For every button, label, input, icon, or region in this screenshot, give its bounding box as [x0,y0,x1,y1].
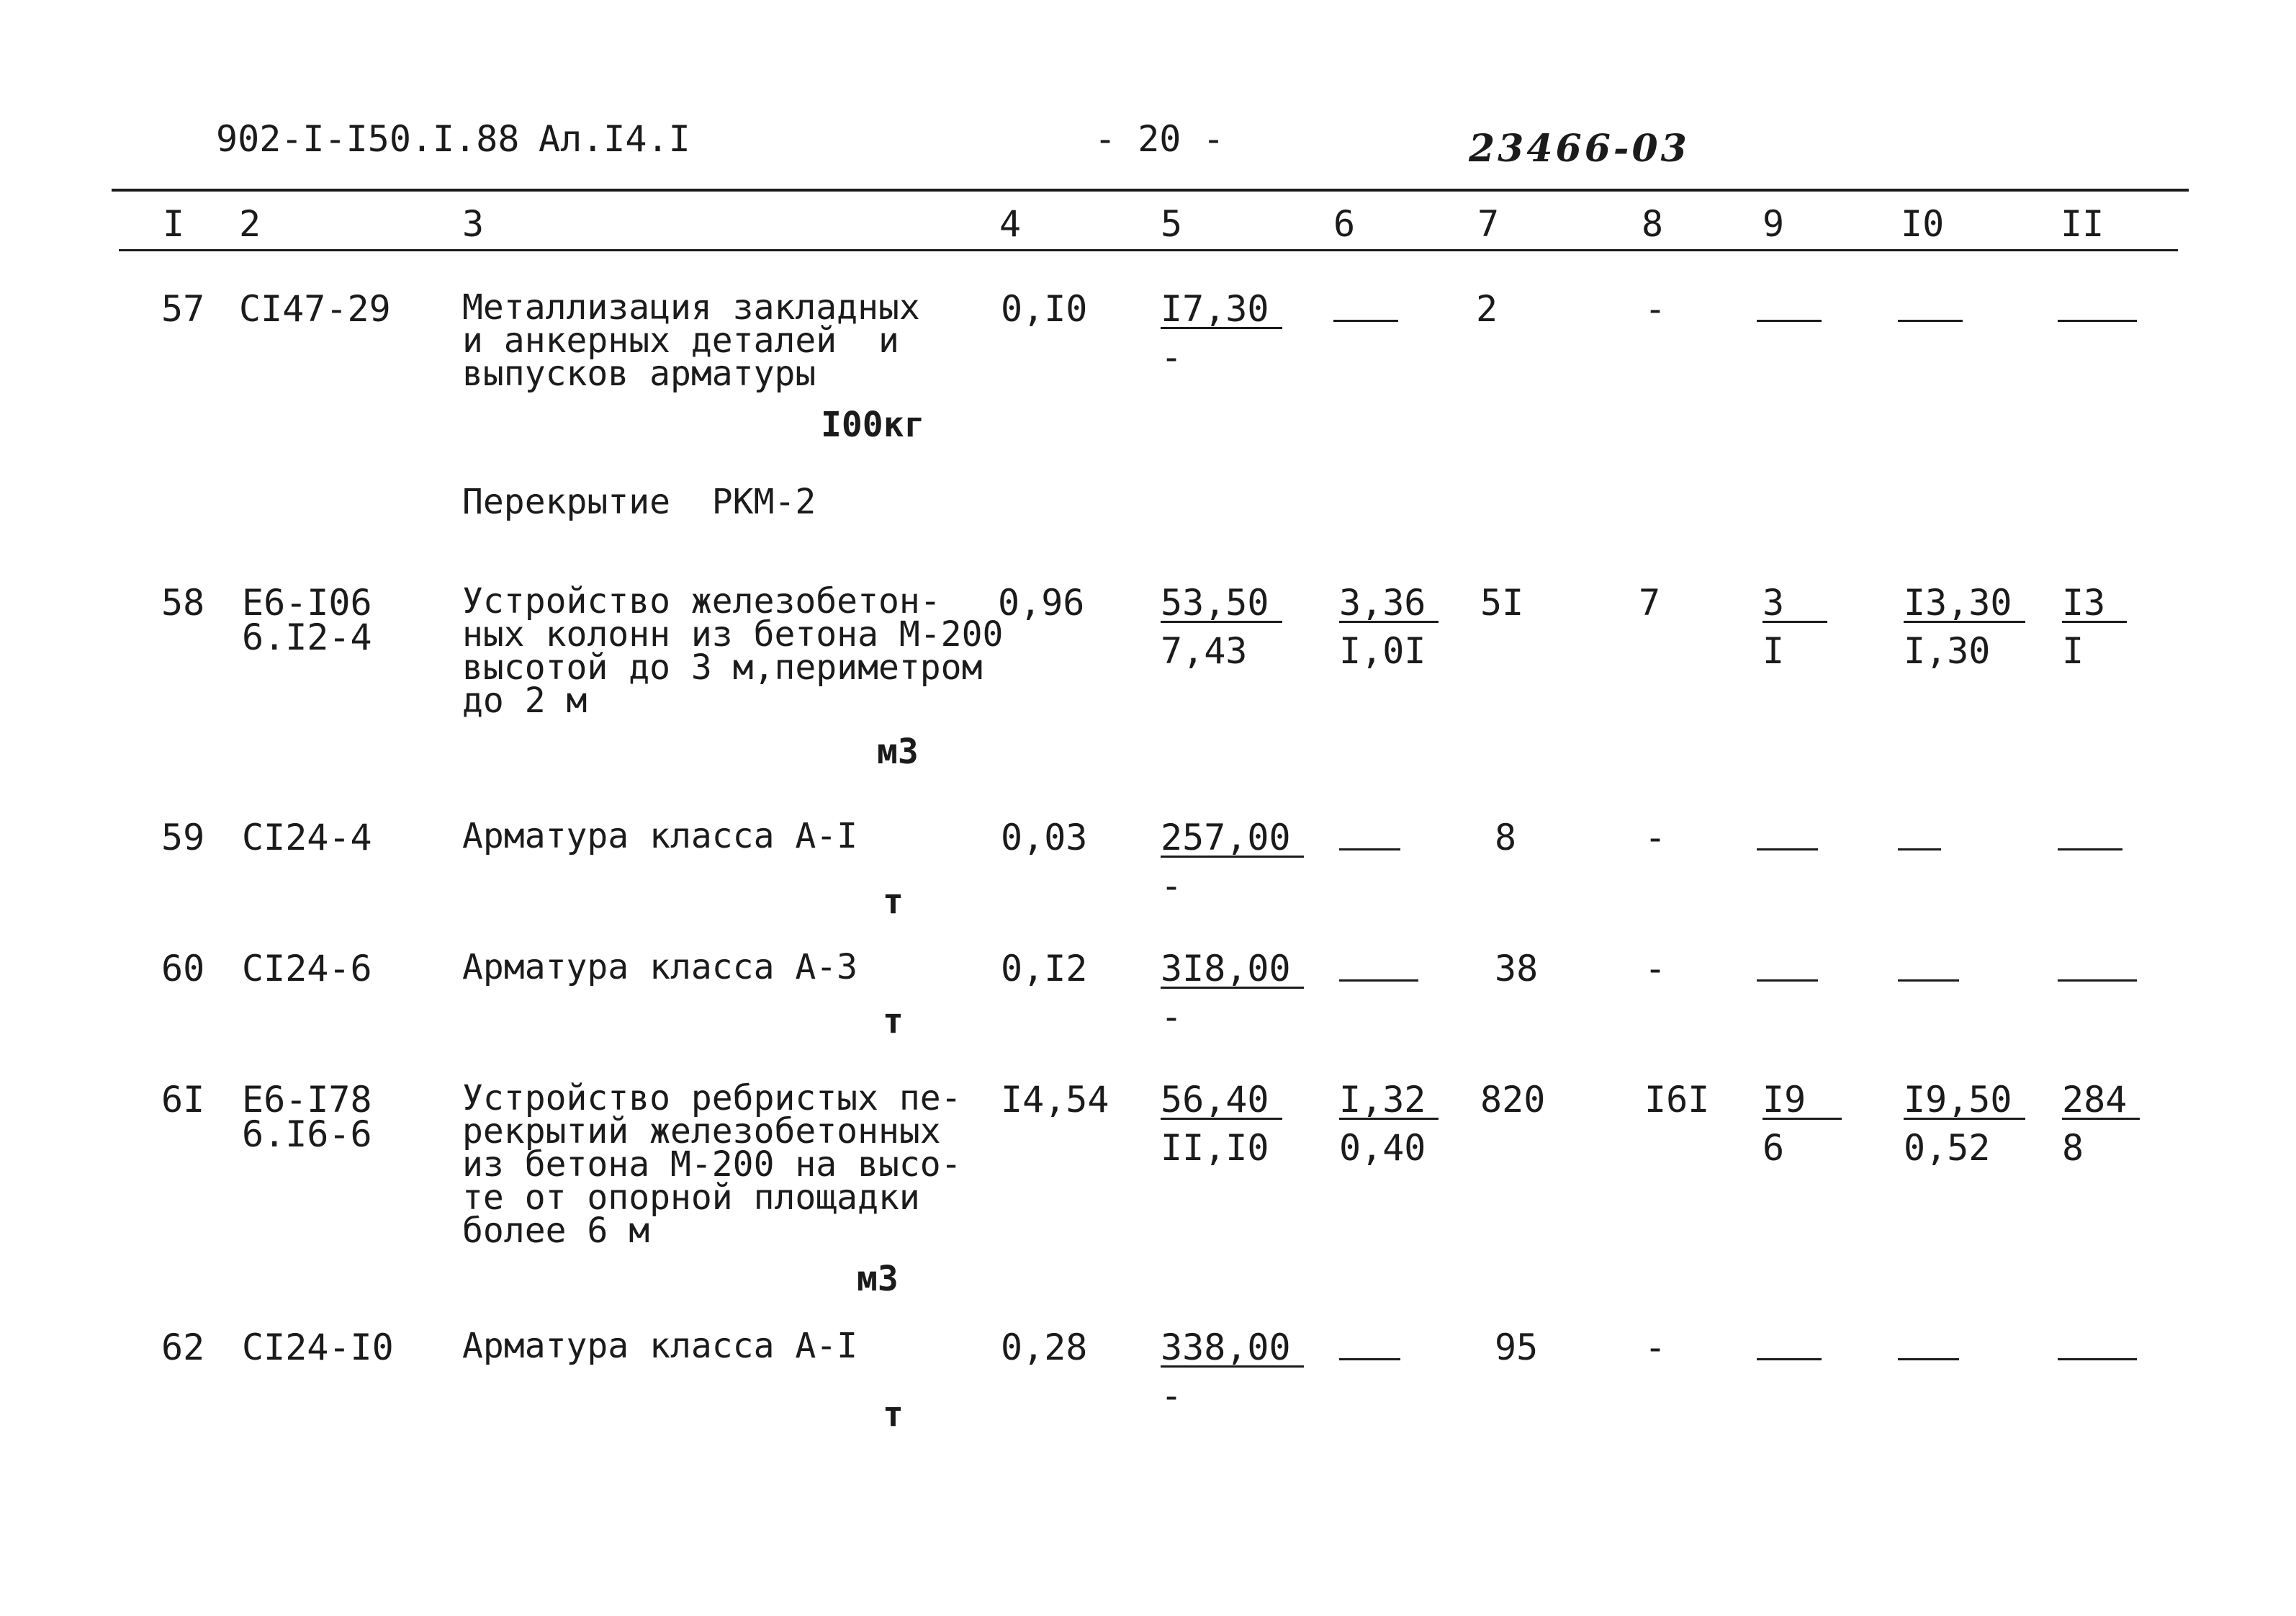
sheet-label: Ал.I4.I [539,118,690,160]
column-header: II [2061,203,2104,245]
column-header: 6 [1333,203,1356,245]
quantity: 0,96 [998,582,1085,624]
wage-cost: - [1644,1327,1667,1368]
work-description: Металлизация закладных и анкерных деталей и выпусков арматуры [462,287,920,394]
empty-fraction-dash [1333,320,1398,322]
work-description: Устройство железобетон- ных колонн из бетона М-200 высотой до 3 м,периметром до 2 м [462,581,1004,721]
unit-cost: $\frac{53,50}{7,43}$ [1161,585,1282,669]
table-header-rule [119,249,2178,251]
empty-fraction-dash [1898,320,1963,322]
labor-cost: $\frac{I9,50}{0,52}$ [1904,1082,2025,1166]
unit-of-measure: т [883,1001,904,1041]
column-header: 2 [239,203,261,245]
rate-code: CI24-6 [242,948,372,989]
empty-fraction-dash [1757,320,1822,322]
empty-fraction-dash [2058,979,2137,982]
quantity: I4,54 [1001,1079,1109,1121]
column-header: 8 [1642,203,1664,245]
unit-cost: 3I8,00 - [1161,951,1304,1035]
empty-fraction-dash [1339,979,1418,982]
empty-fraction-dash [2058,1358,2137,1360]
inventory-number: 23466-03 [1469,127,1690,171]
section-title: Перекрытие РКМ-2 [462,482,816,522]
table-top-rule [112,189,2189,192]
empty-fraction-dash [1898,848,1941,850]
document-code: 902-I-I50.I.88 [216,118,520,160]
rate-code-secondary: 6.I6-6 [242,1113,372,1155]
unit-of-measure: т [883,1394,904,1435]
unit-cost: 338,00 - [1161,1329,1304,1414]
column-header: 4 [999,203,1022,245]
labor-total: $\frac{I3}{I}$ [2062,585,2127,669]
column-header: 5 [1161,203,1183,245]
operating-cost: $\frac{I,32}{0,40}$ [1339,1082,1439,1166]
wage-cost: - [1644,288,1667,330]
row-number: 6I [161,1079,205,1121]
unit-cost: I7,30 - [1161,291,1282,375]
empty-fraction-dash [1898,1358,1959,1360]
work-description: Арматура класса А-I [462,1326,858,1366]
empty-fraction-dash [1757,979,1818,982]
wage-cost: 7 [1639,582,1661,624]
rate-code-secondary: 6.I2-4 [242,616,372,658]
empty-fraction-dash [2058,848,2122,850]
page-number: - 20 - [1094,118,1225,160]
row-number: 57 [161,288,205,330]
wage-cost: - [1644,817,1667,858]
unit-of-measure: т [883,881,904,922]
total-cost: 95 [1495,1327,1539,1368]
wage-cost: - [1644,948,1667,989]
empty-fraction-dash [1339,848,1400,850]
row-number: 60 [161,948,205,989]
column-header: 7 [1477,203,1500,245]
empty-fraction-dash [1898,979,1959,982]
column-header: I [163,203,185,245]
machine-cost: $\frac{I9}{6}$ [1762,1082,1842,1166]
rate-code: CI47-29 [239,288,391,330]
total-cost: 5I [1480,582,1524,624]
column-header: I0 [1901,203,1945,245]
rate-code: E6-I78 [242,1079,372,1121]
rate-code: CI24-4 [242,817,372,858]
work-description: Устройство ребристых пе- рекрытий железобетонных из бетона М-200 на высо- те от опорной площадки более 6 м [462,1078,962,1251]
empty-fraction-dash [1757,848,1818,850]
row-number: 62 [161,1327,205,1368]
rate-code: CI24-I0 [242,1327,394,1368]
unit-of-measure: м3 [857,1259,899,1299]
operating-cost: $\frac{3,36}{I,0I}$ [1339,585,1439,669]
work-description: Арматура класса А-3 [462,947,858,987]
total-cost: 820 [1480,1079,1546,1121]
unit-of-measure: I00кг [821,405,925,445]
unit-of-measure: м3 [877,732,919,772]
total-cost: 38 [1495,948,1539,989]
quantity: 0,03 [1001,817,1088,858]
total-cost: 2 [1476,288,1498,330]
total-cost: 8 [1495,817,1517,858]
work-description: Арматура класса А-I [462,816,858,856]
unit-cost: 257,00 - [1161,820,1304,904]
row-number: 58 [161,582,205,624]
column-header: 3 [462,203,485,245]
quantity: 0,I0 [1001,288,1088,330]
empty-fraction-dash [1339,1358,1400,1360]
empty-fraction-dash [2058,320,2137,322]
column-header: 9 [1762,203,1785,245]
rate-code: E6-I06 [242,582,372,624]
labor-cost: $\frac{I3,30}{I,30}$ [1904,585,2025,669]
machine-cost: $\frac{3}{I}$ [1762,585,1827,669]
empty-fraction-dash [1757,1358,1822,1360]
wage-cost: I6I [1644,1079,1710,1121]
unit-cost: $\frac{56,40}{II,I0}$ [1161,1082,1282,1166]
quantity: 0,28 [1001,1327,1088,1368]
quantity: 0,I2 [1001,948,1088,989]
row-number: 59 [161,817,205,858]
labor-total: $\frac{284}{8}$ [2062,1082,2140,1166]
